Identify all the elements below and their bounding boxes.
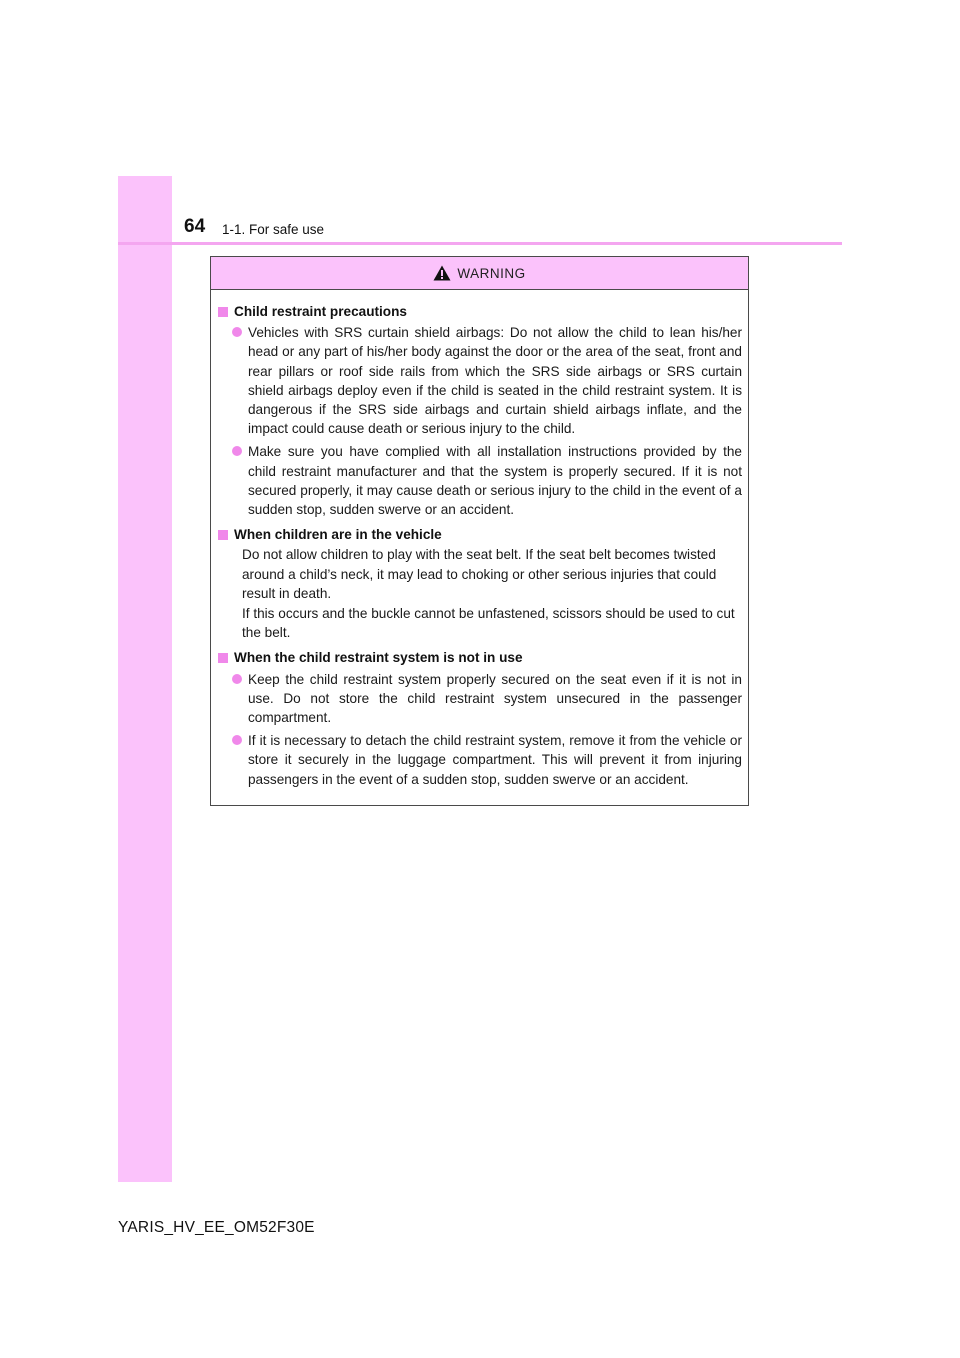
page-number: 64: [184, 216, 206, 237]
section-child-restraint-precautions: [217, 302, 742, 519]
section-title: 1-1. For safe use: [222, 222, 325, 237]
list-item: [217, 670, 742, 728]
side-tab-band: [118, 176, 172, 1182]
square-bullet-icon: [218, 307, 228, 317]
section-heading-text: Child restraint precautions: [234, 304, 407, 319]
paragraph: If this occurs and the buckle cannot be unfastened, scissors should be used to cut the belt.: [242, 606, 735, 641]
section-heading: [217, 648, 742, 667]
warning-header: [211, 257, 748, 290]
warning-body: [211, 290, 748, 789]
section-heading: [217, 525, 742, 544]
header-rule: [118, 242, 842, 245]
circle-bullet-icon: [232, 735, 242, 745]
section-heading: [217, 302, 742, 321]
section-heading-text: When the child restraint system is not in use: [234, 650, 523, 666]
section-heading-text: When children are in the vehicle: [234, 527, 442, 543]
list-item-text: Vehicles with SRS curtain shield airbags: Do not allow the child to lean his/her head or any part of his/her body against the door or the area of the seat, front and rear pillars or roof side rails from which the SRS side airbags or SRS curtain shield airbags deploy even if the child is seated in the child restraint system. It is dangerous if the SRS side airbags and curtain shield airbags inflate, and the impact could cause death or serious injury to the child.: [248, 325, 742, 437]
circle-bullet-icon: [232, 446, 242, 456]
list-item-text: Keep the child restraint system properly secured on the seat even if it is not in use. Do not store the child restraint system unsecured in the passenger compartment.: [248, 671, 742, 726]
list-item: [217, 731, 742, 789]
circle-bullet-icon: [232, 674, 242, 684]
document-code: YARIS_HV_EE_OM52F30E: [118, 1219, 315, 1236]
warning-box: [210, 256, 749, 806]
square-bullet-icon: [218, 530, 228, 540]
warning-triangle-icon: [433, 265, 451, 281]
list-item-text: If it is necessary to detach the child restraint system, remove it from the vehicle or store it securely in the luggage compartment. This will prevent it from injuring passengers in the event of a sudden stop, sudden swerve or an accident.: [248, 733, 742, 787]
list-item: [217, 323, 742, 438]
paragraph: Do not allow children to play with the seat belt. If the seat belt becomes twisted around a child’s neck, it may lead to choking or other serious injuries that could result in death.: [242, 547, 717, 601]
circle-bullet-icon: [232, 327, 242, 337]
list-item-text: Make sure you have complied with all installation instructions provided by the child restraint manufacturer and that the system is properly secured. If it is not secured properly, it may cause death or serious injury to the child in the event of a sudden stop, sudden swerve or an accident.: [248, 444, 742, 518]
list-item: [217, 442, 742, 519]
section-children-in-vehicle: [217, 525, 742, 642]
warning-label: WARNING: [457, 265, 526, 281]
square-bullet-icon: [218, 653, 228, 663]
section-restraint-not-in-use: [217, 648, 742, 788]
